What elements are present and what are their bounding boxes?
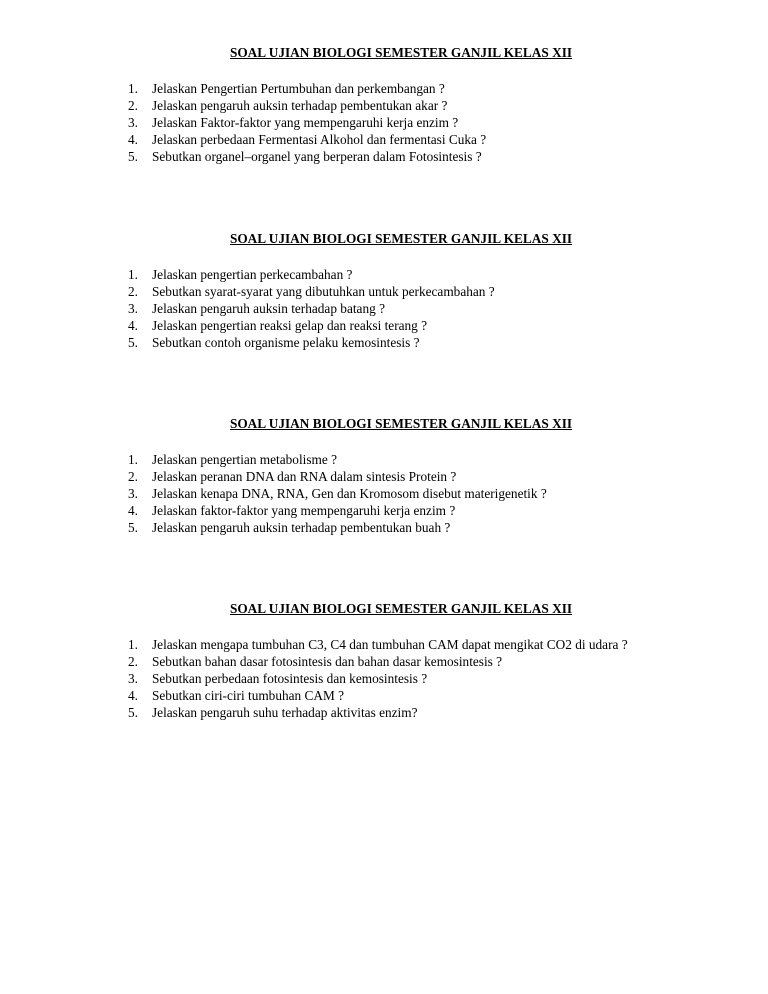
question-text: Jelaskan Faktor-faktor yang mempengaruhi kerja enzim ? xyxy=(152,115,459,130)
question-item xyxy=(0,502,768,519)
question-item xyxy=(0,334,768,351)
question-item xyxy=(0,670,768,687)
question-item xyxy=(0,317,768,334)
question-item xyxy=(0,653,768,670)
question-number: 5. xyxy=(128,520,138,535)
question-list xyxy=(0,636,768,721)
question-number: 1. xyxy=(128,637,138,652)
question-number: 2. xyxy=(128,654,138,669)
question-text: Sebutkan perbedaan fotosintesis dan kemosintesis ? xyxy=(152,671,428,686)
section-heading: SOAL UJIAN BIOLOGI SEMESTER GANJIL KELAS XII xyxy=(229,45,573,60)
question-number: 4. xyxy=(128,318,138,333)
question-number: 1. xyxy=(128,81,138,96)
question-item xyxy=(0,97,768,114)
question-number: 1. xyxy=(128,452,138,467)
question-text: Jelaskan peranan DNA dan RNA dalam sintesis Protein ? xyxy=(152,469,457,484)
question-item xyxy=(0,266,768,283)
question-text: Sebutkan contoh organisme pelaku kemosintesis ? xyxy=(152,335,420,350)
question-item xyxy=(0,468,768,485)
question-number: 1. xyxy=(128,267,138,282)
question-item xyxy=(0,519,768,536)
question-item xyxy=(0,131,768,148)
question-text: Jelaskan mengapa tumbuhan C3, C4 dan tumbuhan CAM dapat mengikat CO2 di udara ? xyxy=(152,637,628,652)
question-text: Jelaskan pengertian reaksi gelap dan reaksi terang ? xyxy=(152,318,428,333)
question-text: Sebutkan organel–organel yang berperan dalam Fotosintesis ? xyxy=(152,149,482,164)
question-text: Jelaskan pengaruh suhu terhadap aktivitas enzim? xyxy=(152,705,418,720)
question-list xyxy=(0,80,768,165)
question-number: 5. xyxy=(128,705,138,720)
question-item xyxy=(0,485,768,502)
question-item xyxy=(0,283,768,300)
question-list xyxy=(0,266,768,351)
question-text: Sebutkan syarat-syarat yang dibutuhkan untuk perkecambahan ? xyxy=(152,284,495,299)
question-number: 2. xyxy=(128,284,138,299)
question-number: 4. xyxy=(128,132,138,147)
question-number: 2. xyxy=(128,469,138,484)
question-item xyxy=(0,114,768,131)
question-item xyxy=(0,300,768,317)
question-text: Jelaskan pengaruh auksin terhadap pembentukan akar ? xyxy=(152,98,448,113)
question-number: 3. xyxy=(128,115,138,130)
question-number: 2. xyxy=(128,98,138,113)
question-list xyxy=(0,451,768,536)
question-number: 3. xyxy=(128,671,138,686)
question-text: Jelaskan kenapa DNA, RNA, Gen dan Kromosom disebut materigenetik ? xyxy=(152,486,547,501)
section-heading: SOAL UJIAN BIOLOGI SEMESTER GANJIL KELAS XII xyxy=(229,601,573,616)
question-number: 4. xyxy=(128,688,138,703)
question-text: Sebutkan ciri-ciri tumbuhan CAM ? xyxy=(152,688,345,703)
question-text: Jelaskan Pengertian Pertumbuhan dan perkembangan ? xyxy=(152,81,445,96)
question-item xyxy=(0,687,768,704)
question-number: 5. xyxy=(128,335,138,350)
question-number: 3. xyxy=(128,301,138,316)
question-item xyxy=(0,704,768,721)
section-heading: SOAL UJIAN BIOLOGI SEMESTER GANJIL KELAS XII xyxy=(229,416,573,431)
question-item xyxy=(0,451,768,468)
question-item xyxy=(0,80,768,97)
question-item xyxy=(0,636,768,653)
question-item xyxy=(0,148,768,165)
question-number: 3. xyxy=(128,486,138,501)
question-number: 4. xyxy=(128,503,138,518)
question-text: Sebutkan bahan dasar fotosintesis dan bahan dasar kemosintesis ? xyxy=(152,654,503,669)
question-text: Jelaskan faktor-faktor yang mempengaruhi kerja enzim ? xyxy=(152,503,456,518)
question-text: Jelaskan pengaruh auksin terhadap pembentukan buah ? xyxy=(152,520,451,535)
question-text: Jelaskan pengertian metabolisme ? xyxy=(152,452,337,467)
question-text: Jelaskan pengertian perkecambahan ? xyxy=(152,267,353,282)
question-number: 5. xyxy=(128,149,138,164)
question-text: Jelaskan pengaruh auksin terhadap batang ? xyxy=(152,301,385,316)
section-heading: SOAL UJIAN BIOLOGI SEMESTER GANJIL KELAS XII xyxy=(229,231,573,246)
question-text: Jelaskan perbedaan Fermentasi Alkohol dan fermentasi Cuka ? xyxy=(152,132,487,147)
